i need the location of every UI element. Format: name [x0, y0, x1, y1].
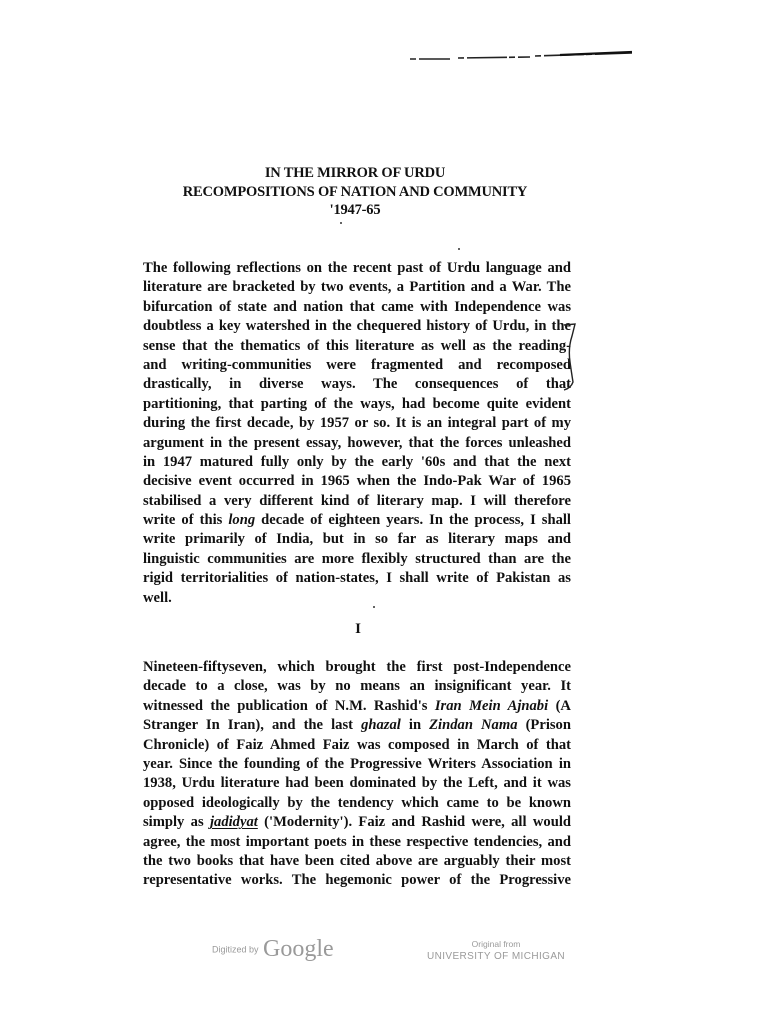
digitized-by-label: Digitized by [212, 944, 259, 955]
title-line-3: '1947-65 [329, 202, 381, 218]
text-line: agree, the most important poets in these respective tendencies, and [143, 833, 571, 850]
text-run: (A [548, 697, 571, 714]
text-line: Chronicle) of Faiz Ahmed Faiz was composed in March of that [143, 736, 571, 753]
text-line: well. [143, 589, 172, 606]
original-from-label: Original from [471, 939, 521, 949]
text-line: during the first decade, by 1957 or so. It is an integral part of my [143, 415, 571, 432]
text-run: (Prison [517, 717, 571, 734]
text-line: partitioning, that parting of the ways, had become quite evident [143, 395, 571, 412]
paragraph-2 [143, 658, 571, 891]
text-line: 1938, Urdu literature had been dominated by the Left, and it was [143, 775, 571, 792]
paragraph-1 [143, 259, 571, 608]
text-line: opposed ideologically by the tendency which came to be known [143, 794, 571, 811]
text-line: the two books that have been cited above are arguably their most [143, 852, 571, 869]
text-line: in 1947 matured fully only by the early '60s and that the next [143, 453, 571, 470]
section-heading: I [355, 621, 361, 637]
text-line [143, 511, 571, 530]
institution-name: UNIVERSITY OF MICHIGAN [426, 951, 566, 962]
text-line: argument in the present essay, however, that the forces unleashed [143, 434, 571, 451]
text-run: simply as [143, 814, 210, 831]
text-run: ('Modernity'). Faiz and Rashid were, all would [257, 814, 571, 831]
scan-artifact-line [410, 50, 632, 64]
google-logo: Google [262, 936, 334, 962]
ink-speck [340, 222, 342, 224]
underlined-italic-term: jadidyat [209, 814, 258, 831]
title-line-2: RECOMPOSITIONS OF NATION AND COMMUNITY [182, 183, 528, 200]
essay-title [140, 164, 570, 220]
text-line: linguistic communities are more flexibly structured than are the [143, 550, 571, 567]
text-line: representative works. The hegemonic power of the Progressive [143, 872, 571, 889]
text-line [143, 697, 571, 716]
digitized-by-google-watermark [212, 936, 334, 963]
text-line: rigid territorialities of nation-states, I shall write of Pakistan as [143, 570, 571, 587]
text-run: write of this [143, 512, 229, 529]
ink-speck [373, 606, 375, 608]
text-line: bifurcation of state and nation that came with Independence was [143, 298, 571, 315]
italic-term: long [228, 512, 256, 529]
text-line: sense that the thematics of this literature as well as the reading- [143, 337, 571, 354]
italic-title: Iran Mein Ajnabi [434, 697, 549, 714]
text-line: drastically, in diverse ways. The consequences of that [143, 376, 571, 393]
text-line [143, 716, 571, 735]
text-line: doubtless a key watershed in the chequered history of Urdu, in the [143, 318, 571, 335]
text-run: witnessed the publication of N.M. Rashid's [143, 697, 435, 714]
text-line: Nineteen-fiftyseven, which brought the first post-Independence [143, 659, 571, 675]
text-line: stabilised a very different kind of literary map. I will therefore [143, 492, 571, 509]
ink-speck [458, 248, 460, 250]
italic-title: Zindan Nama [429, 717, 518, 734]
text-run: Stranger In Iran), and the last [143, 717, 362, 734]
text-run: decade of eighteen years. In the process, I shall [255, 512, 571, 529]
original-source-watermark [426, 939, 566, 963]
text-line: and writing-communities were fragmented and recomposed [143, 356, 571, 373]
handwritten-bracket-mark [562, 322, 582, 394]
text-run: in [400, 717, 430, 734]
text-line [143, 813, 571, 832]
text-line: decade to a close, was by no means an insignificant year. It [143, 678, 571, 695]
text-line: The following reflections on the recent past of Urdu language and [143, 260, 571, 276]
text-line: literature are bracketed by two events, a Partition and a War. The [143, 279, 571, 296]
text-line: decisive event occurred in 1965 when the Indo-Pak War of 1965 [143, 473, 571, 490]
text-line: write primarily of India, but in so far as literary maps and [143, 531, 571, 548]
italic-term: ghazal [361, 717, 401, 734]
text-line: year. Since the founding of the Progressive Writers Association in [143, 755, 571, 772]
title-line-1: IN THE MIRROR OF URDU [264, 165, 446, 181]
